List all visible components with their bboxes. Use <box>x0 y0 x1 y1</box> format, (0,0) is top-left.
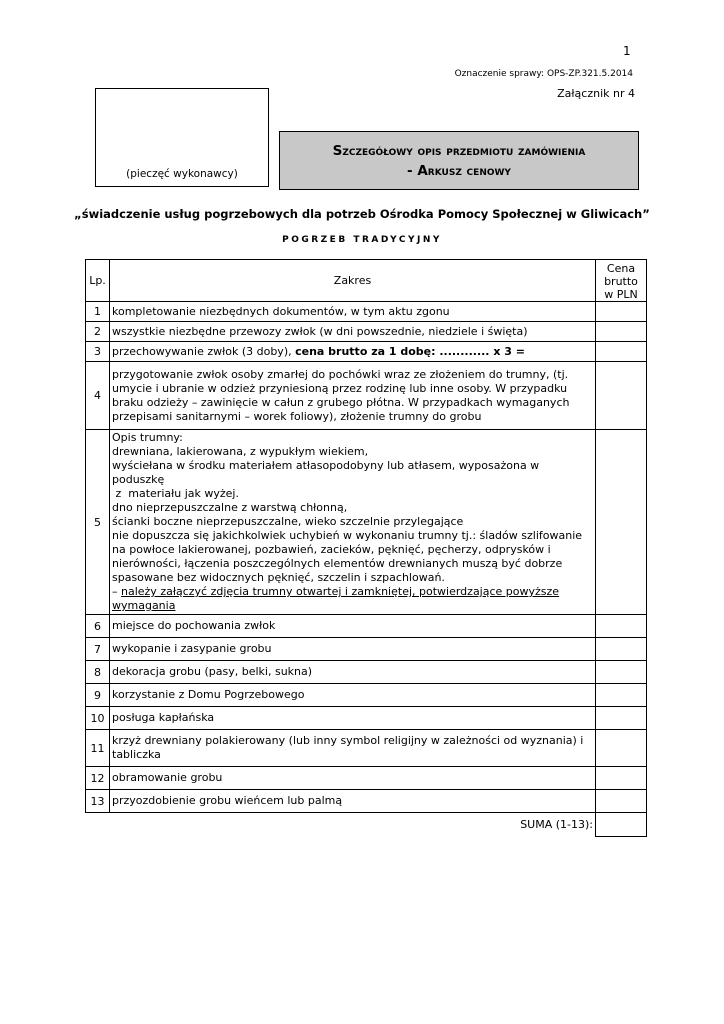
dash: – <box>112 585 121 598</box>
coffin-line: drewniana, lakierowana, z wypukłym wiekiem, <box>112 445 369 458</box>
row-number: 13 <box>86 790 110 813</box>
table-row <box>86 342 647 362</box>
price-cell[interactable] <box>596 362 647 430</box>
table-row <box>86 767 647 790</box>
photo-requirement-text: należy załączyć zdjęcia trumny otwartej i zamkniętej, potwierdzające powyższe wymagania <box>112 585 560 612</box>
title-line-2: - Arkusz cenowy <box>407 162 511 179</box>
row-scope: posługa kapłańska <box>110 707 596 730</box>
row-number: 4 <box>86 362 110 430</box>
stamp-label: (pieczęć wykonawcy) <box>126 168 238 180</box>
row-number: 3 <box>86 342 110 362</box>
row-number: 6 <box>86 615 110 638</box>
coffin-line: z materiału jak wyżej. <box>112 487 239 500</box>
row-number: 10 <box>86 707 110 730</box>
row-scope: wykopanie i zasypanie grobu <box>110 638 596 661</box>
page-number: 1 <box>623 44 631 58</box>
row-scope <box>110 342 596 362</box>
price-cell[interactable] <box>596 661 647 684</box>
table-row <box>86 707 647 730</box>
contractor-stamp-box <box>95 88 269 187</box>
coffin-description <box>110 430 596 615</box>
row-number: 7 <box>86 638 110 661</box>
subject-line: „świadczenie usług pogrzebowych dla potrzeb Ośrodka Pomocy Społecznej w Gliwicach” <box>74 207 650 221</box>
price-cell[interactable] <box>596 302 647 322</box>
row-number: 2 <box>86 322 110 342</box>
section-title: POGRZEB TRADYCYJNY <box>282 235 442 245</box>
price-cell[interactable] <box>596 707 647 730</box>
table-row <box>86 661 647 684</box>
table-row <box>86 638 647 661</box>
price-cell[interactable] <box>596 430 647 615</box>
price-cell[interactable] <box>596 638 647 661</box>
header-price-text: Cena brutto w PLN <box>604 262 638 300</box>
row-number: 8 <box>86 661 110 684</box>
header-price <box>596 260 647 302</box>
sum-row <box>86 813 647 837</box>
row-scope: wszystkie niezbędne przewozy zwłok (w dni powszednie, niedziele i święta) <box>110 322 596 342</box>
table-row <box>86 730 647 767</box>
row-scope: miejsce do pochowania zwłok <box>110 615 596 638</box>
row-scope: przyozdobienie grobu wieńcem lub palmą <box>110 790 596 813</box>
coffin-line: wyściełana w środku materiałem atłasopodobyny lub atłasem, wyposażona w poduszkę <box>112 459 540 486</box>
header-scope: Zakres <box>110 260 596 302</box>
sum-spacer <box>86 813 110 837</box>
price-cell[interactable] <box>596 322 647 342</box>
table-row <box>86 684 647 707</box>
table-row <box>86 790 647 813</box>
coffin-line: dno nieprzepuszczalne z warstwą chłonną, <box>112 501 348 514</box>
table-row <box>86 615 647 638</box>
price-cell[interactable] <box>596 684 647 707</box>
sum-price-cell[interactable] <box>596 813 647 837</box>
price-cell[interactable] <box>596 615 647 638</box>
row-number: 9 <box>86 684 110 707</box>
table-row <box>86 362 647 430</box>
table-row <box>86 302 647 322</box>
header-lp: Lp. <box>86 260 110 302</box>
table-row <box>86 430 647 615</box>
row-scope: kompletowanie niezbędnych dokumentów, w tym aktu zgonu <box>110 302 596 322</box>
row-number: 5 <box>86 430 110 615</box>
price-cell[interactable] <box>596 342 647 362</box>
row-number: 11 <box>86 730 110 767</box>
row-scope: obramowanie grobu <box>110 767 596 790</box>
coffin-photo-requirement <box>112 585 593 613</box>
sum-label: SUMA (1-13): <box>520 818 593 832</box>
price-cell[interactable] <box>596 767 647 790</box>
row-number: 1 <box>86 302 110 322</box>
row-scope: korzystanie z Domu Pogrzebowego <box>110 684 596 707</box>
case-reference: Oznaczenie sprawy: OPS-ZP.321.5.2014 <box>454 69 633 79</box>
row-scope: krzyż drewniany polakierowany (lub inny symbol religijny w zależności od wyznania) i tabliczka <box>110 730 596 767</box>
attachment-label: Załącznik nr 4 <box>557 87 635 100</box>
coffin-line: nie dopuszcza się jakichkolwiek uchybień w wykonaniu trumny tj.: śladów szlifowanie na powłoce lakierowanej, pozbawień, zacieków, pęknięć, pęcherzy, odprysków i nierówności, łączenia poszczególnych elementów drewnianych muszą być dobrze spasowane bez widocznych pęknięć, szczelin i szpachlowań. <box>112 529 583 584</box>
coffin-line: ścianki boczne nieprzepuszczalne, wieko szczelnie przylegające <box>112 515 464 528</box>
title-line-1: Szczegółowy opis przedmiotu zamówienia <box>332 142 586 159</box>
table-header-row <box>86 260 647 302</box>
price-cell[interactable] <box>596 730 647 767</box>
price-cell[interactable] <box>596 790 647 813</box>
row-number: 12 <box>86 767 110 790</box>
per-day-price-formula: cena brutto za 1 dobę: ............ x 3 = <box>295 344 525 358</box>
coffin-line: Opis trumny: <box>112 431 183 444</box>
row-scope: przygotowanie zwłok osoby zmarłej do pochówki wraz ze złożeniem do trumny, (tj. umycie i ubranie w odzież przyniesioną przez rodzinę lub inne osoby. W przypadku braku odzieży – zawinięcie w całun z grubego płótna. W przypadkach wymaganych przepisami sanitarnymi – worek foliowy), złożenie trumny do grobu <box>110 362 596 430</box>
storage-text: przechowywanie zwłok (3 doby), <box>112 344 292 358</box>
row-scope: dekoracja grobu (pasy, belki, sukna) <box>110 661 596 684</box>
document-title <box>279 131 639 190</box>
pricing-table <box>85 259 647 837</box>
table-row <box>86 322 647 342</box>
